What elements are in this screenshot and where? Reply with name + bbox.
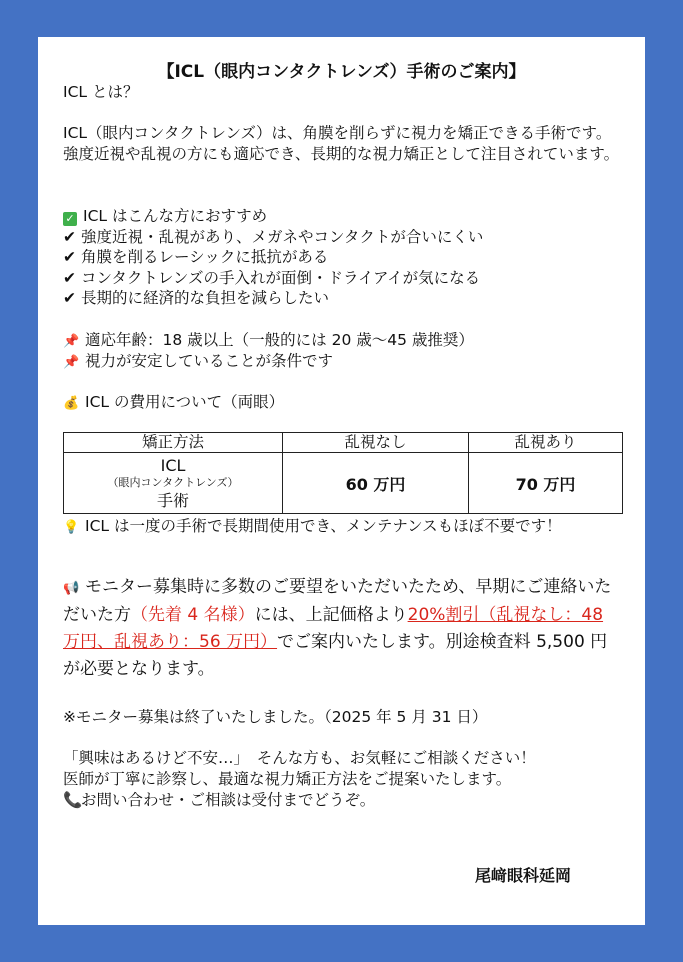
check-mark-icon: ✔ [63, 269, 76, 287]
condition-age: 📌 適応年齢：18 歳以上（一般的には 20 歳～45 歳推奨） [63, 329, 474, 353]
money-bag-icon: 💰 [63, 396, 80, 411]
recommend-item: ✔ 角膜を削るレーシックに抵抗がある [63, 248, 329, 266]
tip-text: 💡 ICL は一度の手術で長期間使用でき、メンテナンスもほぼ不要です！ [63, 516, 623, 538]
table-row [64, 453, 623, 514]
document-page [38, 37, 645, 925]
table-header-row [64, 433, 623, 453]
method-cell: ICL （眼内コンタクトレンズ） 手術 [64, 453, 283, 514]
column-header: 矯正方法 [64, 433, 283, 453]
fee-heading: 💰 ICL の費用について（両眼） [63, 391, 284, 415]
check-box-icon: ✓ [63, 212, 77, 226]
closing-line: 医師が丁寧に診察し、最適な視力矯正方法をご提案いたします。 [63, 770, 512, 788]
check-mark-icon: ✔ [63, 289, 76, 307]
intro-paragraph: ICL（眼内コンタクトレンズ）は、角膜を削らずに視力を矯正できる手術です。強度近視や乱視の方にも適応でき、長期的な視力矯正として注目されています。 [63, 124, 620, 163]
monitor-notice: 📢 モニター募集時に多数のご要望をいただいたため、早期にご連絡いただいた方（先着 4 名様）には、上記価格より20%割引（乱視なし：48 万円、乱視あり：56 万円）でご案内いたします。別途検査料 5,500 円が必要となります。 [63, 577, 612, 679]
telephone-icon: 📞 [63, 791, 83, 809]
column-header: 乱視あり [469, 433, 623, 453]
pushpin-icon: 📌 [63, 355, 80, 370]
price-no-astigmatism: 60 万円 [283, 453, 469, 514]
closing-line: 「興味はあるけど不安…」 そんな方も、お気軽にご相談ください！ [63, 749, 536, 767]
pushpin-icon: 📌 [63, 334, 80, 349]
recommend-item: ✔ 強度近視・乱視があり、メガネやコンタクトが合いにくい [63, 228, 484, 246]
check-mark-icon: ✔ [63, 228, 76, 246]
column-header: 乱視なし [283, 433, 469, 453]
monitor-end-note: ※モニター募集は終了いたしました。（2025 年 5 月 31 日） [63, 708, 488, 726]
light-bulb-icon: 💡 [63, 520, 80, 535]
condition-vision: 📌 視力が安定していることが条件です [63, 350, 333, 374]
price-astigmatism: 70 万円 [469, 453, 623, 514]
check-mark-icon: ✔ [63, 248, 76, 266]
recommend-item: ✔ 長期的に経済的な負担を減らしたい [63, 289, 329, 307]
clinic-name: 尾﨑眼科延岡 [475, 866, 572, 885]
fee-table [63, 432, 623, 514]
megaphone-icon: 📢 [63, 581, 80, 596]
page-title: 【ICL（眼内コンタクトレンズ）手術のご案内】 [157, 62, 526, 82]
contact-line: 📞お問い合わせ・ご相談は受付までどうぞ。 [63, 791, 376, 809]
what-is-heading: ICL とは？ [63, 83, 139, 101]
recommend-heading: ✓ ICL はこんな方におすすめ [63, 205, 267, 227]
recommend-item: ✔ コンタクトレンズの手入れが面倒・ドライアイが気になる [63, 269, 481, 287]
